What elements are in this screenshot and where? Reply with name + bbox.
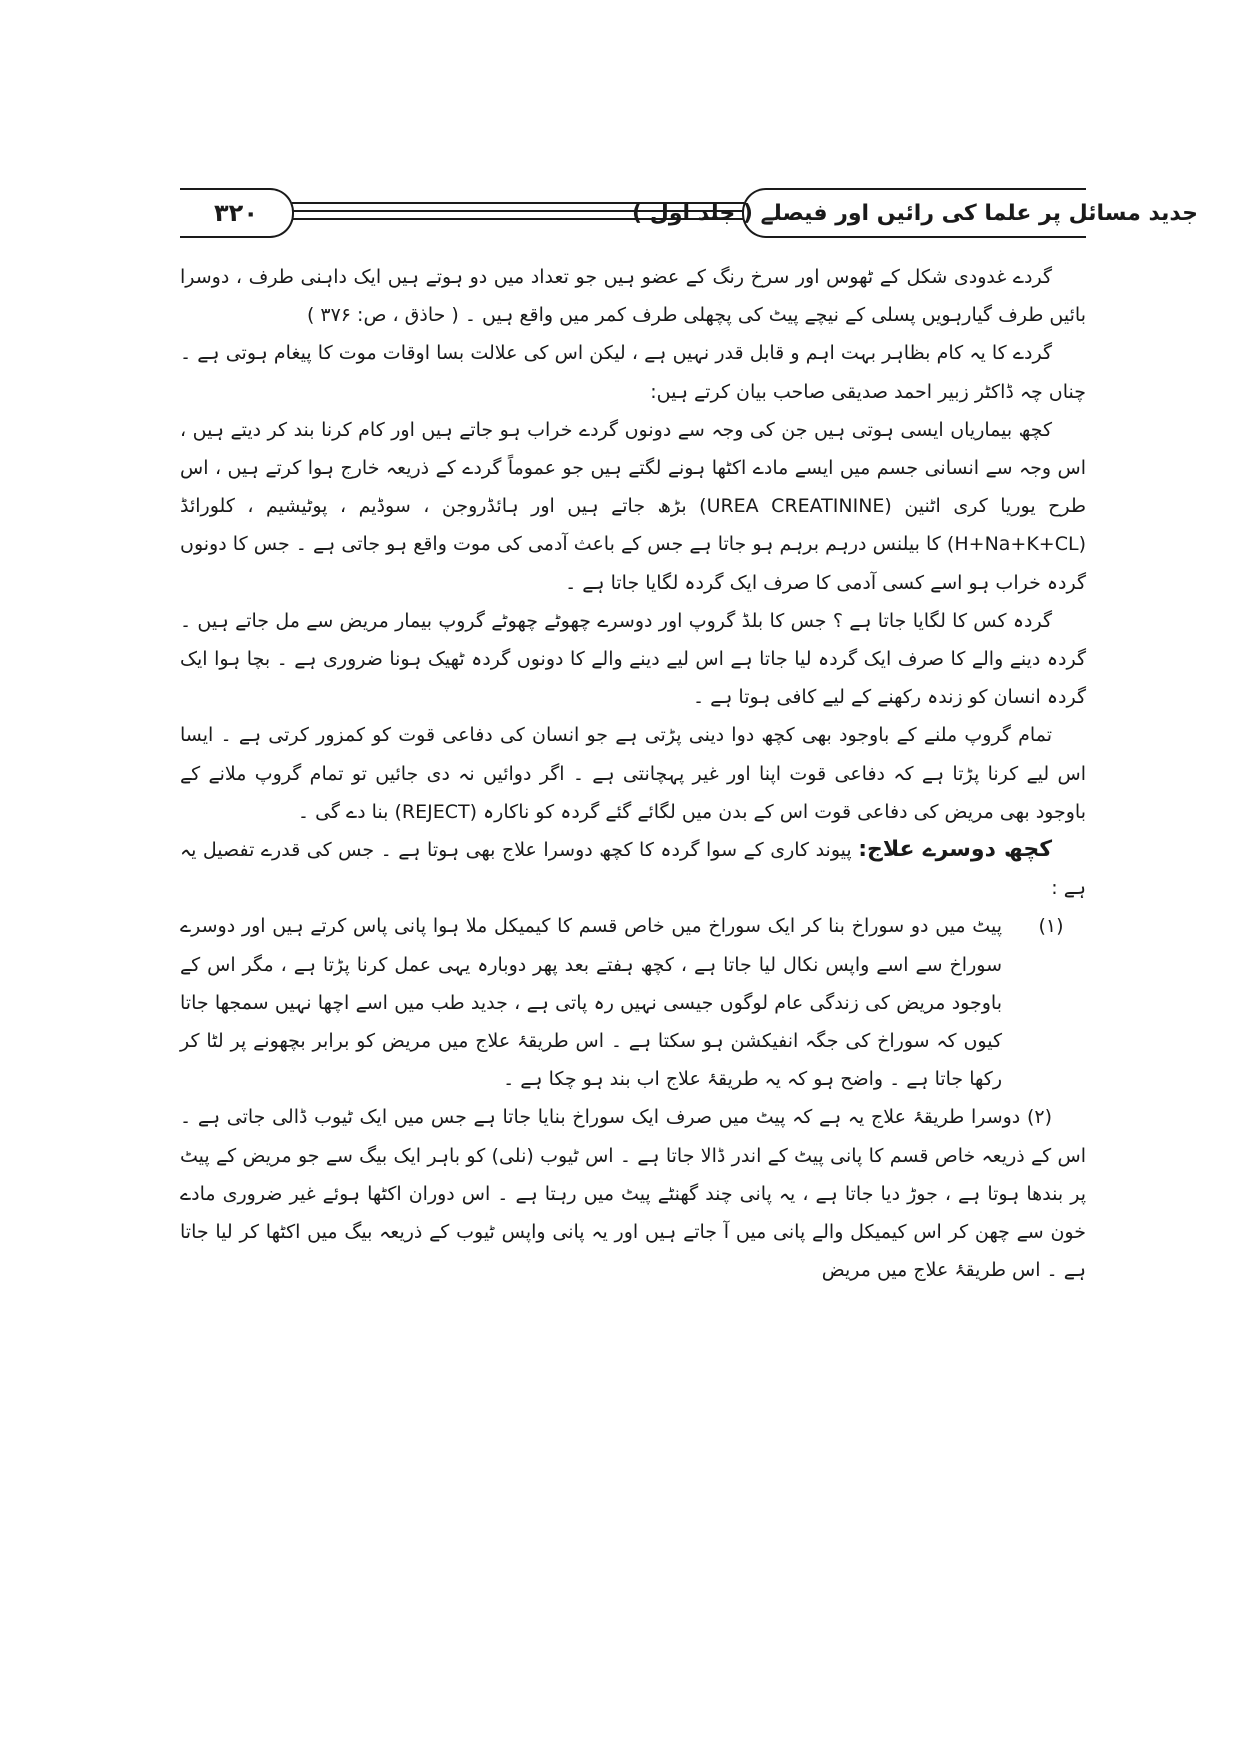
paragraph: گردے غدودی شکل کے ٹھوس اور سرخ رنگ کے عضو ہیں جو تعداد میں دو ہوتے ہیں ایک داہنی طرف ، دوسرا بائیں طرف گیارہویں پسلی کے نیچے پیٹ کی پچھلی طرف کمر میں واقع ہیں ۔ ( حاذق ، ص: ۳۷۶ )	[180, 266, 1086, 327]
section-heading-text: پیوند کاری کے سوا گردہ کا کچھ دوسرا علاج بھی ہوتا ہے ۔ جس کی قدرے تفصیل یہ ہے :	[180, 839, 1086, 900]
item-text: پیٹ میں دو سوراخ بنا کر ایک سوراخ میں خاص قسم کا کیمیکل ملا ہوا پانی پاس کرتے ہیں اور دوسرے سوراخ سے اسے واپس نکال لیا جاتا ہے ، کچھ ہفتے بعد پھر دوبارہ یہی عمل کرنا پڑتا ہے ، مگر اس کے باوجود مریض کی زندگی عام لوگوں جیسی نہیں رہ پاتی ہے ، جدید طب میں اسے اچھا نہیں سمجھا جاتا کیوں کہ سوراخ کی جگہ انفیکشن ہو سکتا ہے ۔ اس طریقۂ علاج میں مریض کو برابر بچھونے پر لٹا کر رکھا جاتا ہے ۔ واضح ہو کہ یہ طریقۂ علاج اب بند ہو چکا ہے ۔	[180, 915, 1002, 1091]
book-title: جدید مسائل پر علما کی رائیں اور فیصلے ( جلد اول )	[632, 200, 1198, 226]
page-body	[180, 258, 1086, 1289]
section-heading: کچھ دوسرے علاج:	[858, 837, 1053, 863]
paragraph: (۲) دوسرا طریقۂ علاج یہ ہے کہ پیٹ میں صرف ایک سوراخ بنایا جاتا ہے جس میں ایک ٹیوب ڈالی جاتی ہے ۔ اس کے ذریعہ خاص قسم کا پانی پیٹ کے اندر ڈالا جاتا ہے ۔ اس ٹیوب (نلی) کو باہر ایک بیگ سے جو مریض کے پیٹ پر بندھا ہوتا ہے ، جوڑ دیا جاتا ہے ، یہ پانی چند گھنٹے پیٹ میں رہتا ہے ۔ اس دوران اکٹھا ہوئے غیر ضروری مادے خون سے چھن کر اس کیمیکل والے پانی میں آ جاتے ہیں اور یہ پانی واپس ٹیوب کے ذریعہ بیگ میں اکٹھا کر لیا جاتا ہے ۔ اس طریقۂ علاج میں مریض	[180, 1106, 1086, 1282]
section-heading-paragraph	[180, 831, 1086, 907]
paragraph: کچھ بیماریاں ایسی ہوتی ہیں جن کی وجہ سے دونوں گردے خراب ہو جاتے ہیں اور کام کرنا بند کر دیتے ہیں ، اس وجہ سے انسانی جسم میں ایسے مادے اکٹھا ہونے لگتے ہیں جو عموماً گردے کے ذریعہ خارج ہوا کرتے ہیں ، اس طرح یوریا کری اٹنین (UREA CREATININE) بڑھ جاتے ہیں اور ہائڈروجن ، سوڈیم ، پوٹیشیم ، کلورائڈ (H+Na+K+CL) کا بیلنس درہم برہم ہو جاتا ہے جس کے باعث آدمی کی موت واقع ہو جاتی ہے ۔ جس کا دونوں گردہ خراب ہو اسے کسی آدمی کا صرف ایک گردہ لگایا جاتا ہے ۔	[180, 418, 1086, 594]
page-number-frame	[180, 188, 294, 238]
paragraph: تمام گروپ ملنے کے باوجود بھی کچھ دوا دینی پڑتی ہے جو انسان کی دفاعی قوت کو کمزور کرتی ہے ۔ ایسا اس لیے کرنا پڑتا ہے کہ دفاعی قوت اپنا اور غیر پہچانتی ہے ۔ اگر دوائیں نہ دی جائیں تو تمام گروپ ملانے کے باوجود بھی مریض کی دفاعی قوت اس کے بدن میں لگائے گئے گردہ کو ناکارہ (REJECT) بنا دے گی ۔	[180, 724, 1086, 823]
book-title-frame	[632, 188, 1198, 238]
page-number: ۳۲۰	[214, 199, 258, 227]
item-number: (۱)	[1038, 915, 1064, 938]
numbered-item	[180, 907, 1086, 1098]
page-header	[180, 188, 1198, 238]
paragraph: گردہ کس کا لگایا جاتا ہے ؟ جس کا بلڈ گروپ اور دوسرے چھوٹے چھوٹے گروپ بیمار مریض سے مل جاتے ہیں ۔ گردہ دینے والے کا صرف ایک گردہ لیا جاتا ہے اس لیے دینے والے کا دونوں گردہ ٹھیک ہونا ضروری ہے ۔ بچا ہوا ایک گردہ انسان کو زندہ رکھنے کے لیے کافی ہوتا ہے ۔	[180, 609, 1086, 709]
paragraph: گردے کا یہ کام بظاہر بہت اہم و قابل قدر نہیں ہے ، لیکن اس کی علالت بسا اوقات موت کا پیغام ہوتی ہے ۔ چناں چہ ڈاکٹر زبیر احمد صدیقی صاحب بیان کرتے ہیں:	[180, 342, 1086, 403]
